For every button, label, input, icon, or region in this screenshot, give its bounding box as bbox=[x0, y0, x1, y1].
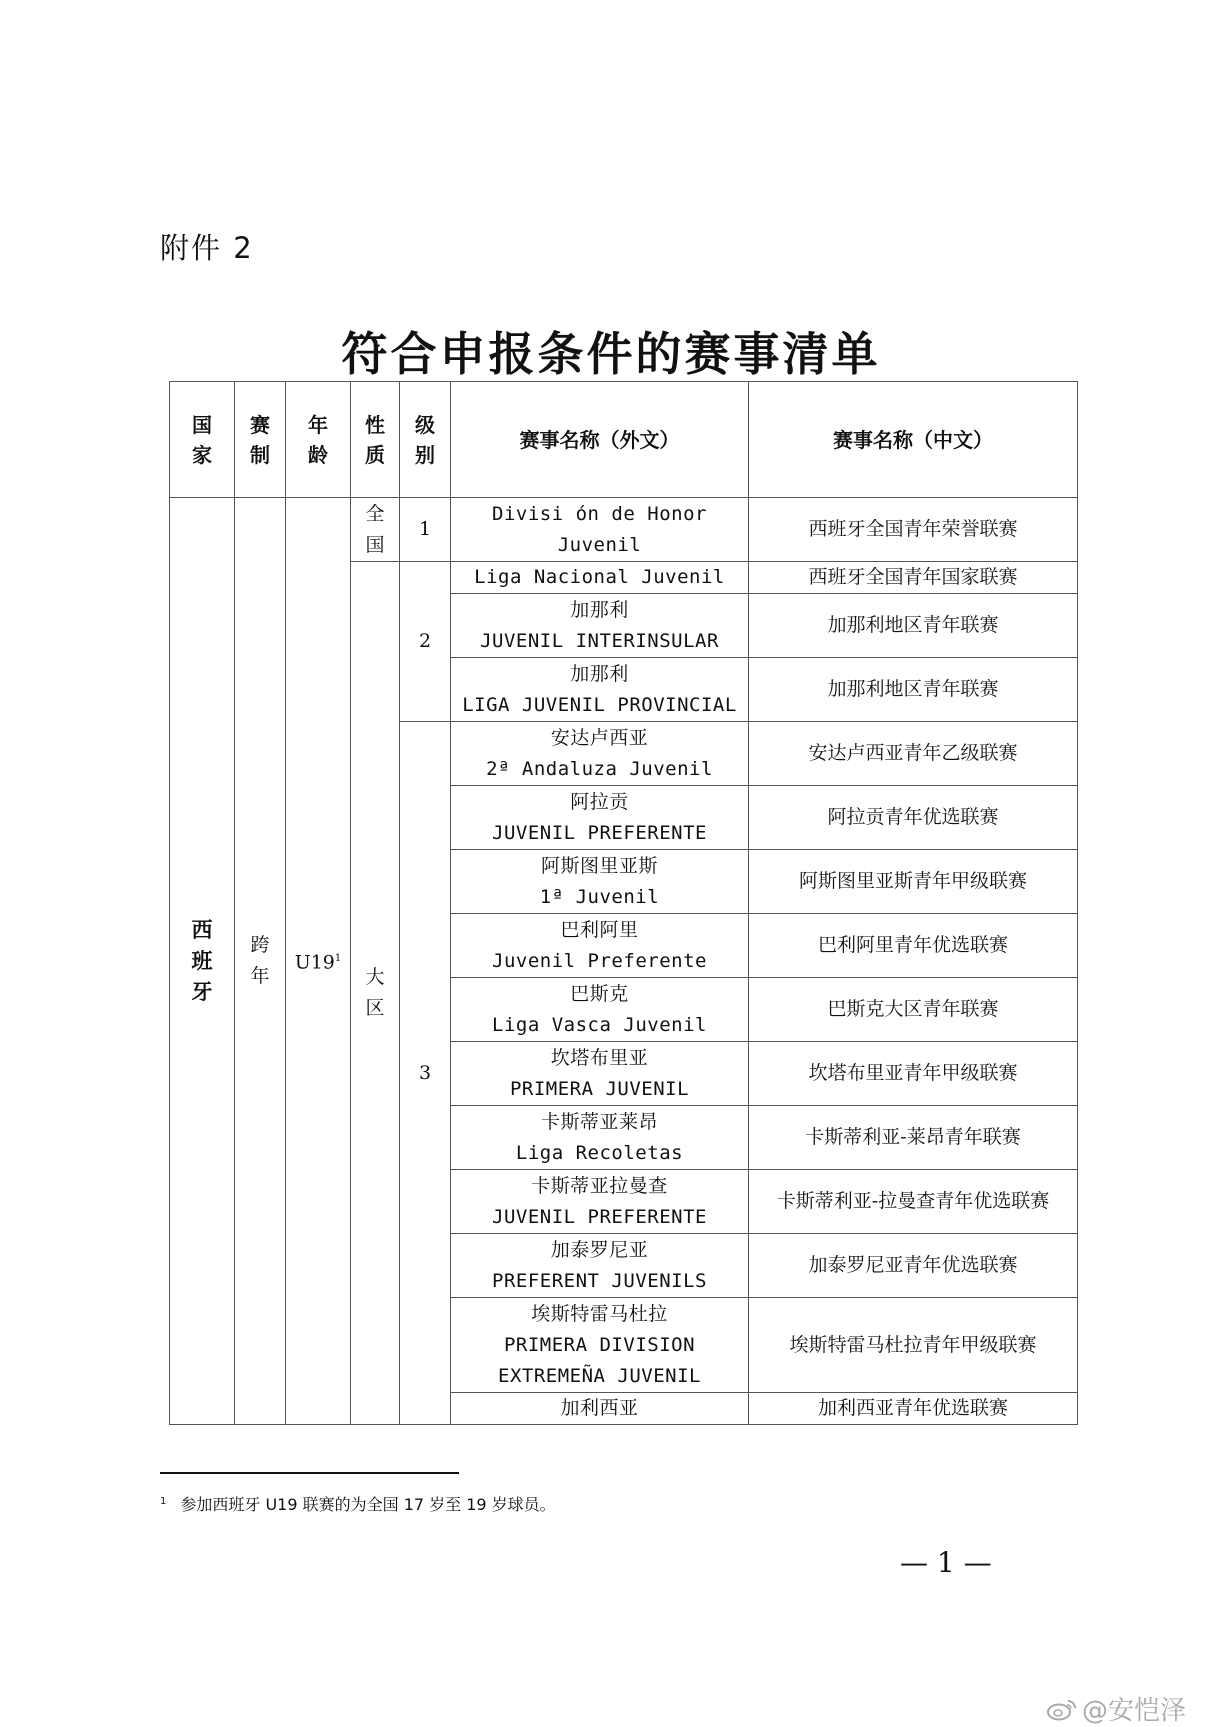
foreign-name-cell: 卡斯蒂亚拉曼查 JUVENIL PREFERENTE bbox=[451, 1170, 749, 1234]
foreign-name-cell: 埃斯特雷马杜拉 PRIMERA DIVISION EXTREMEÑA JUVENIL bbox=[451, 1298, 749, 1393]
foreign-name-cell: 加那利 JUVENIL INTERINSULAR bbox=[451, 594, 749, 658]
foreign-name-cell: 坎塔布里亚 PRIMERA JUVENIL bbox=[451, 1042, 749, 1106]
cn-name-cell: 加那利地区青年联赛 bbox=[749, 594, 1078, 658]
cn-name-cell: 阿拉贡青年优选联赛 bbox=[749, 786, 1078, 850]
foreign-name-cell: 安达卢西亚 2ª Andaluza Juvenil bbox=[451, 722, 749, 786]
footnote bbox=[160, 1492, 556, 1515]
watermark-text: @安恺泽 bbox=[1082, 1696, 1187, 1726]
cn-name-cell: 巴斯克大区青年联赛 bbox=[749, 978, 1078, 1042]
cn-name-cell: 坎塔布里亚青年甲级联赛 bbox=[749, 1042, 1078, 1106]
level-cell: 2 bbox=[400, 562, 451, 722]
document-title: 符合申报条件的赛事清单 bbox=[341, 327, 881, 381]
footnote-text: 参加西班牙 U19 联赛的为全国 17 岁至 19 岁球员。 bbox=[180, 1495, 556, 1514]
header-country: 国 家 bbox=[170, 382, 235, 498]
foreign-name-cell: 加泰罗尼亚 PREFERENT JUVENILS bbox=[451, 1234, 749, 1298]
cn-name-cell: 埃斯特雷马杜拉青年甲级联赛 bbox=[749, 1298, 1078, 1393]
foreign-name-cell: 加那利 LIGA JUVENIL PROVINCIAL bbox=[451, 658, 749, 722]
footnote-mark: 1 bbox=[160, 1495, 167, 1507]
level-cell: 3 bbox=[400, 722, 451, 1425]
age-footnote-mark: 1 bbox=[334, 953, 342, 965]
competition-table bbox=[169, 381, 1078, 1425]
header-name-foreign: 赛事名称（外文） bbox=[451, 382, 749, 498]
header-name-cn: 赛事名称（中文） bbox=[749, 382, 1078, 498]
page-number: — 1 — bbox=[900, 1546, 992, 1579]
cn-name-cell: 西班牙全国青年国家联赛 bbox=[749, 562, 1078, 594]
foreign-name-cell: 加利西亚 bbox=[451, 1393, 749, 1425]
cn-name-cell: 卡斯蒂利亚-莱昂青年联赛 bbox=[749, 1106, 1078, 1170]
table-row bbox=[170, 498, 1078, 562]
cn-name-cell: 西班牙全国青年荣誉联赛 bbox=[749, 498, 1078, 562]
foreign-name-cell: 阿拉贡 JUVENIL PREFERENTE bbox=[451, 786, 749, 850]
foreign-name-cell: Liga Nacional Juvenil bbox=[451, 562, 749, 594]
table-header-row bbox=[170, 382, 1078, 498]
age-cell: U19$^1$ bbox=[286, 498, 351, 1425]
foreign-name-cell: Divisi ón de Honor Juvenil bbox=[451, 498, 749, 562]
cn-name-cell: 加利西亚青年优选联赛 bbox=[749, 1393, 1078, 1425]
header-format: 赛 制 bbox=[235, 382, 286, 498]
cn-name-cell: 卡斯蒂利亚-拉曼查青年优选联赛 bbox=[749, 1170, 1078, 1234]
header-level: 级 别 bbox=[400, 382, 451, 498]
cn-name-cell: 加泰罗尼亚青年优选联赛 bbox=[749, 1234, 1078, 1298]
header-nature: 性 质 bbox=[351, 382, 400, 498]
foreign-name-cell: 巴利阿里 Juvenil Preferente bbox=[451, 914, 749, 978]
country-cell: 西 班 牙 bbox=[170, 498, 235, 1425]
foreign-name-cell: 巴斯克 Liga Vasca Juvenil bbox=[451, 978, 749, 1042]
nature-national-cell: 全 国 bbox=[351, 498, 400, 562]
cn-name-cell: 加那利地区青年联赛 bbox=[749, 658, 1078, 722]
foreign-name-cell: 卡斯蒂亚莱昂 Liga Recoletas bbox=[451, 1106, 749, 1170]
watermark bbox=[1046, 1690, 1186, 1727]
format-cell: 跨 年 bbox=[235, 498, 286, 1425]
footnote-divider bbox=[160, 1472, 459, 1474]
weibo-logo-icon bbox=[1046, 1697, 1078, 1721]
cn-name-cell: 安达卢西亚青年乙级联赛 bbox=[749, 722, 1078, 786]
level-cell: 1 bbox=[400, 498, 451, 562]
cn-name-cell: 阿斯图里亚斯青年甲级联赛 bbox=[749, 850, 1078, 914]
header-age: 年 龄 bbox=[286, 382, 351, 498]
cn-name-cell: 巴利阿里青年优选联赛 bbox=[749, 914, 1078, 978]
foreign-name-cell: 阿斯图里亚斯 1ª Juvenil bbox=[451, 850, 749, 914]
nature-regional-cell: 大 区 bbox=[351, 562, 400, 1425]
attachment-label: 附件 2 bbox=[160, 231, 254, 265]
